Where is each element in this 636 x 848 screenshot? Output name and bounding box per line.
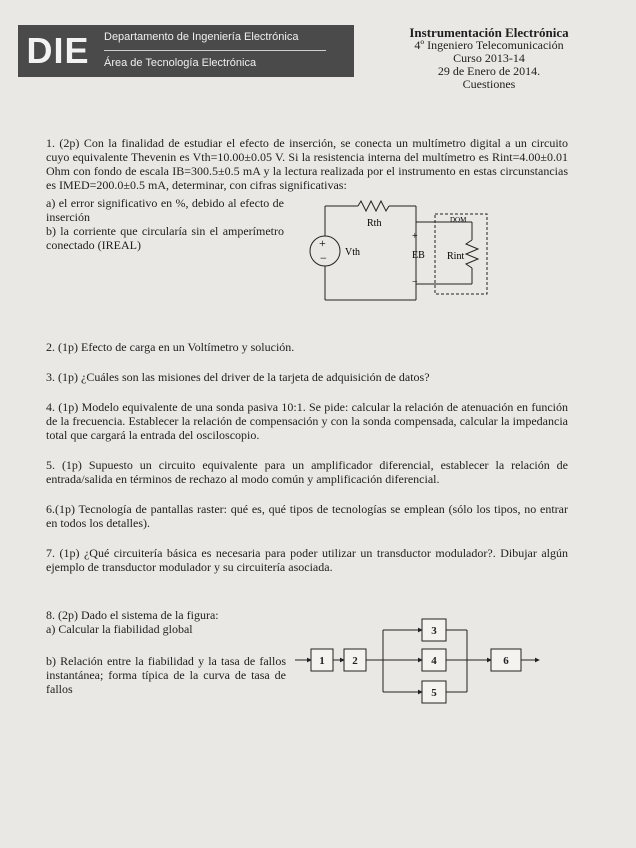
label-vth: Vth <box>345 247 360 258</box>
label-dom: DOM <box>450 216 467 224</box>
kind-line: Cuestiones <box>462 77 516 91</box>
question-8b: b) Relación entre la fiabilidad y la tasa de fallos instantánea; forma típica de la curva de tasa de fallos <box>46 654 286 696</box>
label-plus-eb: + <box>412 231 418 242</box>
block-1-label: 1 <box>319 655 325 667</box>
block-5-label: 5 <box>431 687 437 699</box>
block-6-label: 6 <box>503 655 509 667</box>
question-7: 7. (1p) ¿Qué circuitería básica es necesaria para poder utilizar un transductor modulador?. Dibujar algún ejemplo de transductor modulador y su circuitería asociada. <box>46 546 568 574</box>
block-3-label: 3 <box>431 625 437 637</box>
block-4-label: 4 <box>431 655 437 667</box>
question-4: 4. (1p) Modelo equivalente de una sonda pasiva 10:1. Se pide: calcular la relación de atenuación en función de la frecuencia. Establecer la relación de compensación y con la sonda compensada, calcular la impedancia total que cargará la entrada del osciloscopio. <box>46 400 568 442</box>
date-line: 29 de Enero de 2014. <box>437 64 541 78</box>
course-info <box>380 26 598 91</box>
label-rth: Rth <box>367 218 382 229</box>
thevenin-circuit-diagram <box>300 192 500 304</box>
question-6: 6.(1p) Tecnología de pantallas raster: qué es, qué tipos de tecnologías se emplean (sólo los tipos, no entrar en todos los detalles). <box>46 502 568 530</box>
source-plus-sign: + <box>319 236 326 250</box>
reliability-block-diagram <box>295 612 555 712</box>
question-1a: a) el error significativo en %, debido al efecto de inserción <box>46 196 284 224</box>
resistor-rint-symbol <box>466 240 478 268</box>
label-rint: Rint <box>447 251 465 262</box>
label-minus-eb: − <box>412 277 418 288</box>
year-line: Curso 2013-14 <box>453 51 525 65</box>
department-banner <box>18 25 354 77</box>
question-8-intro <box>46 608 286 636</box>
die-logo: DIE <box>26 30 90 71</box>
department-text <box>98 25 354 77</box>
department-name: Departamento de Ingeniería Electrónica <box>104 31 299 43</box>
question-2: 2. (1p) Efecto de carga en un Voltímetro y solución. <box>46 340 295 354</box>
course-title: Instrumentación Electrónica <box>409 25 569 40</box>
banner-divider <box>104 50 326 51</box>
question-1-parts <box>46 196 284 252</box>
question-1b: b) la corriente que circularía sin el amperímetro conectado (IREAL) <box>46 224 284 252</box>
resistor-rth-symbol <box>358 201 389 211</box>
program-line: 4º Ingeniero Telecomunicación <box>414 38 564 52</box>
label-eb: EB <box>412 250 425 261</box>
question-3: 3. (1p) ¿Cuáles son las misiones del driver de la tarjeta de adquisición de datos? <box>46 370 430 384</box>
question-8: 8. (2p) Dado el sistema de la figura: <box>46 608 219 622</box>
question-5: 5. (1p) Supuesto un circuito equivalente para un amplificador diferencial, establecer la relación de entrada/salida en términos de rechazo al modo común y amplificación diferencial. <box>46 458 568 486</box>
area-name: Área de Tecnología Electrónica <box>104 57 257 69</box>
question-8a: a) Calcular la fiabilidad global <box>46 622 193 636</box>
source-minus-sign: − <box>320 251 327 265</box>
question-1: 1. (2p) Con la finalidad de estudiar el efecto de inserción, se conecta un multímetro digital a un circuito cuyo equivalente Thevenin es Vth=10.00±0.05 V. Si la resistencia interna del multímetro es Rint=4.00±0.01 Ohm con fondo de escala IB=300.5±0.5 mA y la lectura realizada por el instrumento en estas circunstancias es IMED=200.0±0.5 mA, determinar, con cifras significativas: <box>46 136 568 192</box>
block-2-label: 2 <box>352 655 358 667</box>
